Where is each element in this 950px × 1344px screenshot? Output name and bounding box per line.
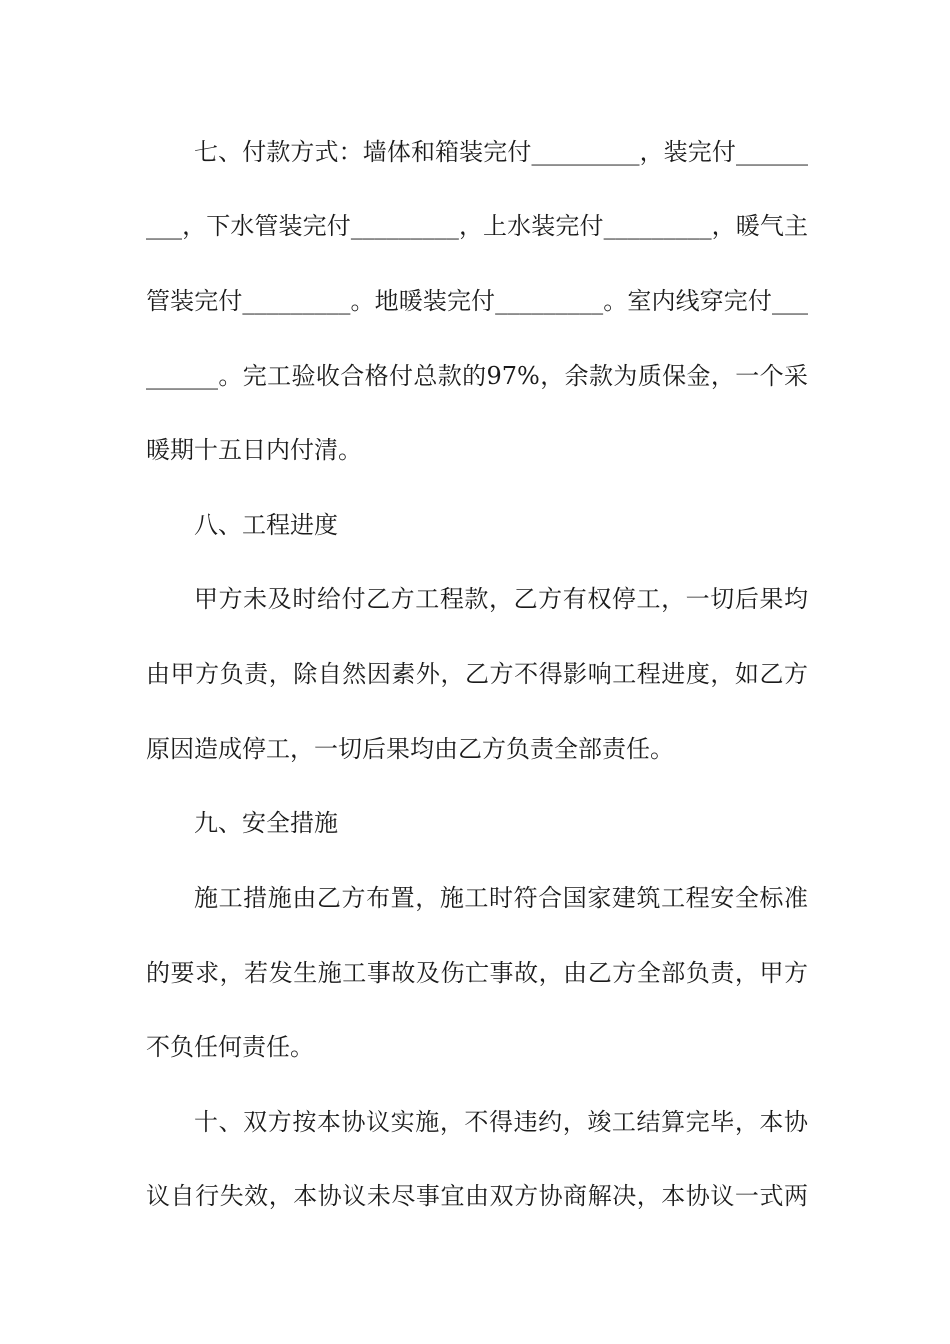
- clause-7-line-2: ___，下水管装完付_________，上水装完付_________，暖气主: [146, 212, 808, 240]
- clause-9-line-2: 的要求，若发生施工事故及伤亡事故，由乙方全部负责，甲方: [146, 959, 808, 987]
- clause-7-line-5: 暖期十五日内付清。: [146, 436, 362, 464]
- clause-9-line-3: 不负任何责任。: [146, 1033, 314, 1061]
- clause-8-line-3: 原因造成停工，一切后果均由乙方负责全部责任。: [146, 735, 674, 763]
- clause-7-line-1: 七、付款方式：墙体和箱装完付_________，装完付______: [194, 138, 808, 166]
- section-heading-8: 八、工程进度: [194, 511, 338, 539]
- clause-7-line-3: 管装完付_________。地暖装完付_________。室内线穿完付___: [146, 287, 808, 315]
- clause-9-line-1: 施工措施由乙方布置，施工时符合国家建筑工程安全标准: [194, 884, 808, 912]
- clause-10-line-2: 议自行失效，本协议未尽事宜由双方协商解决，本协议一式两: [146, 1182, 808, 1210]
- clause-10-line-1: 十、双方按本协议实施，不得违约，竣工结算完毕，本协: [194, 1108, 808, 1136]
- clause-8-line-1: 甲方未及时给付乙方工程款，乙方有权停工，一切后果均: [194, 585, 808, 613]
- clause-7-line-4: ______。完工验收合格付总款的97%，余款为质保金，一个采: [146, 362, 808, 390]
- clause-8-line-2: 由甲方负责，除自然因素外，乙方不得影响工程进度，如乙方: [146, 660, 808, 688]
- section-heading-9: 九、安全措施: [194, 809, 338, 837]
